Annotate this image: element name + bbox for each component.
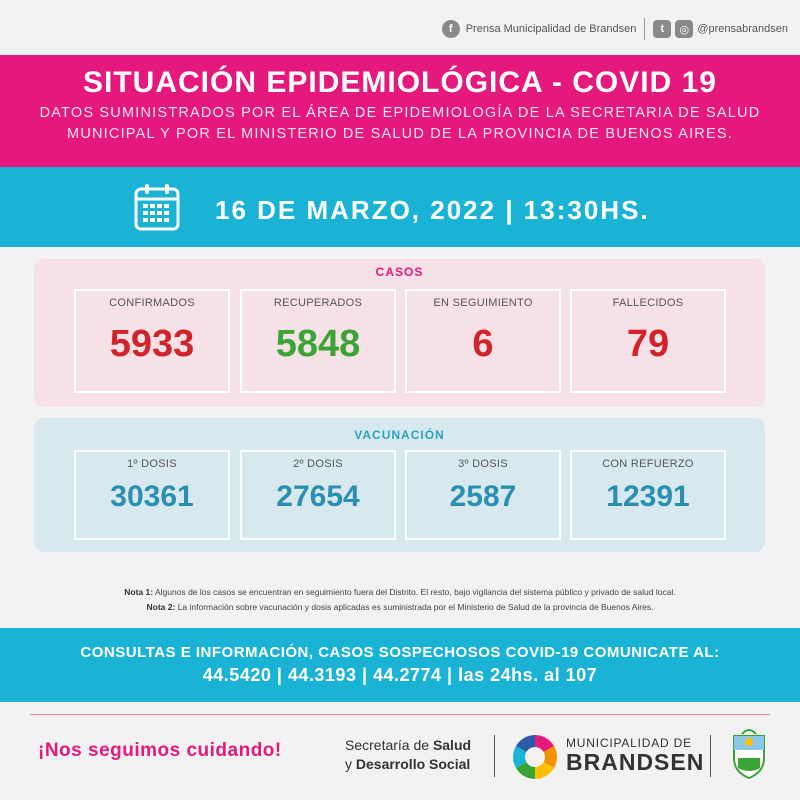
contact-band [0, 628, 800, 702]
note-1-label: Nota 1: [124, 587, 154, 597]
contact-heading: CONSULTAS E INFORMACIÓN, CASOS SOSPECHOSOS COVID-19 COMUNICATE AL: [80, 644, 720, 661]
stat-recuperados [240, 289, 396, 393]
note-2-text: La información sobre vacunación y dosis aplicadas es suministrada por el Ministerio de Salud de la provincia de Buenos Aires. [175, 602, 654, 612]
secretaria-line2-prefix: y [345, 756, 356, 772]
stat-value: 12391 [606, 480, 690, 513]
footer-divider [30, 714, 770, 715]
facebook-icon[interactable]: f [442, 20, 460, 38]
secretaria-line-2 [345, 755, 471, 774]
stat-label: EN SEGUIMIENTO [433, 297, 533, 309]
note-2 [0, 600, 800, 615]
social-links [442, 18, 788, 40]
stat-confirmados [74, 289, 230, 393]
crest-icon [728, 728, 770, 780]
stat-value: 2587 [449, 480, 517, 513]
page-title: SITUACIÓN EPIDEMIOLÓGICA - COVID 19 [83, 66, 717, 99]
stat-label: 1º DOSIS [127, 458, 177, 470]
secretaria-desarrollo: Desarrollo Social [355, 756, 471, 772]
stat-dosis-1 [74, 450, 230, 540]
twitter-icon[interactable]: t [653, 20, 671, 38]
instagram-icon[interactable]: ◎ [675, 20, 693, 38]
municipalidad-name [566, 736, 704, 774]
note-2-label: Nota 2: [146, 602, 176, 612]
social-divider [644, 18, 645, 40]
casos-panel [34, 259, 765, 407]
subtitle-line-1: DATOS SUMINISTRADOS POR EL ÁREA DE EPIDEMIOLOGÍA DE LA SECRETARIA DE SALUD [39, 105, 761, 121]
secretaria-prefix: Secretaría de [345, 737, 433, 753]
stat-dosis-2 [240, 450, 396, 540]
notes [0, 585, 800, 615]
contact-phones: 44.5420 | 44.3193 | 44.2774 | las 24hs. al 107 [202, 665, 598, 685]
note-1 [0, 585, 800, 600]
municipalidad-line-2: BRANDSEN [566, 749, 705, 775]
secretaria-salud: Salud [432, 737, 472, 753]
stat-en-seguimiento [405, 289, 561, 393]
social-handle[interactable]: @prensabrandsen [697, 23, 788, 35]
stat-value: 6 [472, 323, 494, 365]
casos-title: CASOS [375, 265, 424, 279]
title-band [0, 55, 800, 167]
stat-label: 3º DOSIS [458, 458, 508, 470]
stat-dosis-3 [405, 450, 561, 540]
note-1-text: Algunos de los casos se encuentran en seguimiento fuera del Distrito. El resto, bajo vigilancia del sistema público y privado de salud local. [153, 587, 676, 597]
stat-value: 30361 [110, 480, 194, 513]
facebook-label[interactable]: Prensa Municipalidad de Brandsen [465, 23, 637, 35]
municipalidad-logo [510, 732, 560, 782]
top-bar [0, 0, 800, 55]
vacunacion-panel [34, 418, 765, 552]
stat-value: 79 [626, 323, 670, 365]
stat-value: 5848 [275, 323, 361, 365]
stat-label: CONFIRMADOS [109, 297, 195, 309]
municipalidad-line-1: MUNICIPALIDAD DE [566, 736, 692, 750]
stat-label: RECUPERADOS [273, 297, 363, 309]
footer-separator [494, 735, 495, 777]
stat-label: CON REFUERZO [602, 458, 694, 470]
stat-fallecidos [570, 289, 726, 393]
calendar-icon [134, 183, 180, 231]
stat-value: 5933 [109, 323, 195, 365]
secretaria-label [345, 736, 471, 774]
subtitle-line-2: MUNICIPAL Y POR EL MINISTERIO DE SALUD DE LA PROVINCIA DE BUENOS AIRES. [67, 126, 733, 142]
vacunacion-title: VACUNACIÓN [354, 428, 445, 442]
slogan: ¡Nos seguimos cuidando! [38, 740, 282, 761]
stat-value: 27654 [276, 480, 360, 513]
report-date: 16 DE MARZO, 2022 | 13:30HS. [215, 195, 650, 225]
stat-label: 2º DOSIS [293, 458, 343, 470]
secretaria-line-1 [345, 736, 471, 755]
stat-label: FALLECIDOS [612, 297, 684, 309]
stat-refuerzo [570, 450, 726, 540]
footer-separator-2 [710, 735, 711, 777]
